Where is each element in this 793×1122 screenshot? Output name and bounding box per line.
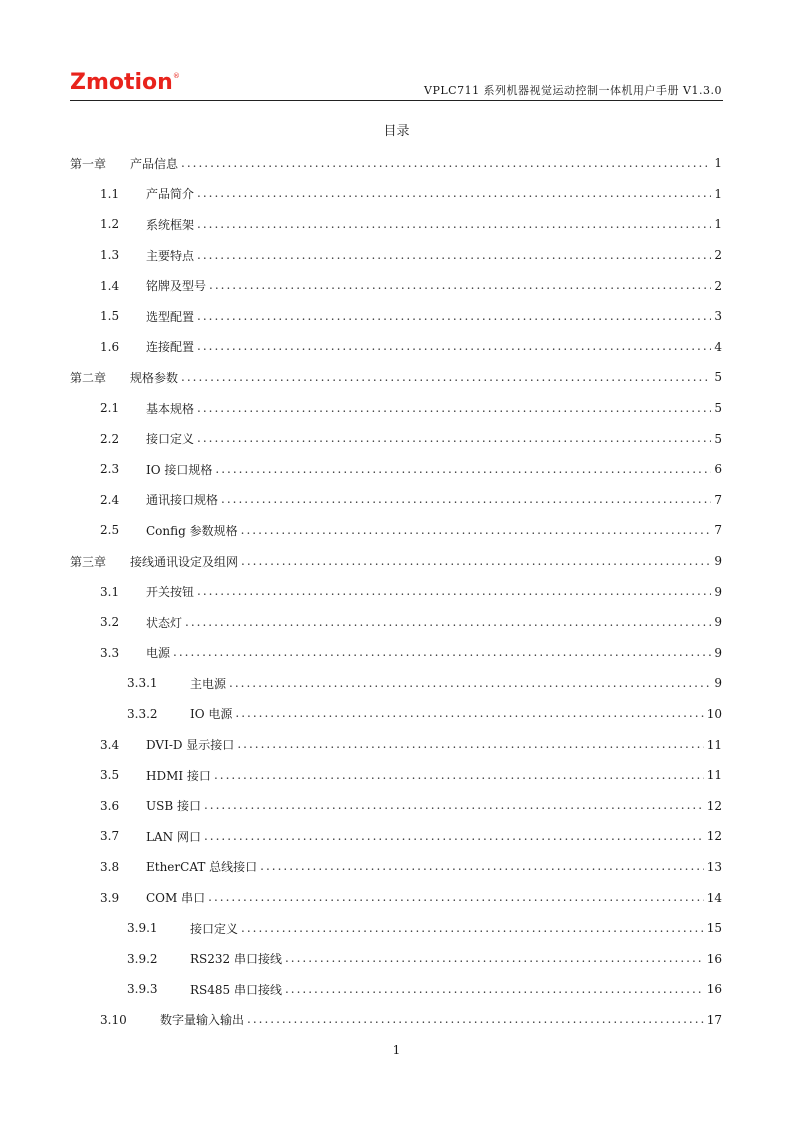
toc-entry-page: 15 [706,921,722,936]
toc-entry[interactable] [70,882,722,913]
toc-entry-page: 13 [706,859,722,874]
toc-entry-title: 铭牌及型号 [146,279,207,294]
leader-dots [197,186,711,201]
leader-dots [181,370,711,385]
toc-entry[interactable] [70,454,722,485]
toc-entry-title: 主要特点 [146,248,195,263]
toc-entry[interactable] [70,332,722,363]
toc-entry-title: 连接配置 [146,340,195,355]
toc-entry-title: 接口定义 [190,921,239,936]
leader-dots [208,890,704,905]
toc-entry[interactable] [70,301,722,332]
toc-entry-page: 5 [714,370,722,385]
toc-entry-page: 9 [714,676,722,691]
toc-entry-number: 1.6 [100,339,120,354]
toc-entry-number: 3.6 [100,798,120,813]
toc-entry-title: 产品信息 [130,156,179,171]
leader-dots [181,156,711,171]
toc-entry-page: 2 [714,278,722,293]
toc-entry-number: 1.2 [100,217,120,232]
company-logo [70,70,180,95]
toc-entry-page: 9 [714,584,722,599]
toc-entry-number: 1.4 [100,278,120,293]
toc-entry[interactable] [70,913,722,944]
toc-entry[interactable] [70,760,722,791]
document-title: VPLC711 系列机器视觉运动控制一体机用户手册 V1.3.0 [424,84,722,97]
toc-entry[interactable] [70,943,722,974]
toc-entry-title: 接线通讯设定及组网 [130,554,239,569]
toc-entry-number: 3.9 [100,890,120,905]
leader-dots [204,798,704,813]
leader-dots [197,431,711,446]
leader-dots [197,248,711,263]
leader-dots [241,523,712,538]
toc-entry-page: 9 [714,554,722,569]
toc-entry-title: 规格参数 [130,370,179,385]
toc-entry-title: LAN 网口 [146,829,201,844]
toc-entry[interactable] [70,790,722,821]
toc-entry-page: 7 [714,492,722,507]
leader-dots [197,401,711,416]
toc-entry[interactable] [70,515,722,546]
toc-entry[interactable] [70,362,722,393]
toc-entry-page: 3 [714,309,722,324]
leader-dots [197,584,711,599]
leader-dots [173,645,711,660]
toc-entry[interactable] [70,393,722,424]
toc-entry-title: 主电源 [190,676,227,691]
leader-dots [204,829,704,844]
toc-entry-number: 3.3.1 [127,676,158,691]
leader-dots [241,554,711,569]
toc-entry-number: 3.9.3 [127,982,158,997]
toc-entry-number: 1.3 [100,248,120,263]
leader-dots [237,737,703,752]
leader-dots [221,492,711,507]
toc-entry-title: USB 接口 [146,799,201,814]
toc-entry-title: 产品简介 [146,187,195,202]
leader-dots [209,278,711,293]
toc-entry-number: 3.8 [100,859,120,874]
toc-entry-title: 通讯接口规格 [146,493,219,508]
toc-entry[interactable] [70,148,722,179]
toc-entry[interactable] [70,699,722,730]
toc-heading: 目录 [383,124,410,139]
logo-text: Zmotion [70,70,173,95]
toc-entry-title: COM 串口 [146,891,206,906]
toc-entry[interactable] [70,546,722,577]
toc-entry-page: 10 [706,706,722,721]
toc-entry-title: RS485 串口接线 [190,982,282,997]
toc-entry-title: DVI-D 显示接口 [146,738,235,753]
toc-entry[interactable] [70,668,722,699]
toc-entry[interactable] [70,852,722,883]
toc-entry-number: 1.5 [100,309,120,324]
toc-entry-title: 开关按钮 [146,585,195,600]
toc-entry-number: 2.1 [100,401,120,416]
leader-dots [235,706,703,721]
toc-entry-title: HDMI 接口 [146,768,211,783]
leader-dots [214,768,704,783]
toc-entry-number: 第三章 [70,554,107,569]
toc-entry[interactable] [70,638,722,669]
toc-entry-page: 5 [714,431,722,446]
toc-entry-page: 9 [714,645,722,660]
toc-entry-number: 3.5 [100,768,120,783]
toc-entry-page: 11 [706,737,722,752]
toc-entry-number: 3.7 [100,829,120,844]
toc-entry[interactable] [70,821,722,852]
toc-entry-number: 第二章 [70,370,107,385]
toc-entry-title: IO 电源 [190,707,233,722]
toc-entry-number: 3.9.1 [127,921,158,936]
toc-entry-number: 1.1 [100,186,120,201]
toc-entry-title: 电源 [146,646,171,661]
toc-entry-number: 第一章 [70,156,107,171]
toc-entry-page: 7 [714,523,722,538]
toc-entry[interactable] [70,423,722,454]
leader-dots [247,1012,704,1027]
toc-entry[interactable] [70,270,722,301]
toc-entry-number: 3.3.2 [127,706,158,721]
page-number: 1 [392,1043,401,1057]
leader-dots [241,921,704,936]
toc-entry[interactable] [70,179,722,210]
toc-entry-page: 9 [714,615,722,630]
toc-entry[interactable] [70,607,722,638]
leader-dots [215,462,711,477]
toc-entry[interactable] [70,209,722,240]
toc-entry-number: 3.4 [100,737,120,752]
toc-entry-page: 14 [706,890,722,905]
toc-entry-number: 2.2 [100,431,120,446]
leader-dots [197,217,711,232]
toc-entry-page: 17 [706,1012,722,1027]
toc-entry-title: 状态灯 [146,615,183,630]
toc-entry-page: 1 [714,217,722,232]
toc-entry-number: 3.2 [100,615,120,630]
toc-entry-number: 3.10 [100,1012,127,1027]
leader-dots [229,676,711,691]
toc-entry[interactable] [70,240,722,271]
toc-entry-title: RS232 串口接线 [190,952,282,967]
toc-entry-title: IO 接口规格 [146,462,213,477]
toc-entry-title: 系统框架 [146,217,195,232]
toc-entry-number: 2.4 [100,492,120,507]
toc-entry-page: 1 [714,186,722,201]
toc-entry-number: 3.1 [100,584,120,599]
toc-entry-page: 16 [706,982,722,997]
toc-entry-page: 11 [706,768,722,783]
leader-dots [285,951,704,966]
toc-entry[interactable] [70,729,722,760]
toc-entry-title: Config 参数规格 [146,523,238,538]
toc-entry-page: 2 [714,248,722,263]
toc-entry-title: 数字量输入输出 [160,1013,245,1028]
toc-entry-title: 接口定义 [146,432,195,447]
toc-entry-page: 5 [714,401,722,416]
toc-entry[interactable] [70,576,722,607]
toc-entry-number: 3.3 [100,645,120,660]
toc-entry[interactable] [70,974,722,1005]
leader-dots [197,309,711,324]
toc-entry[interactable] [70,1005,722,1036]
registered-mark: ® [172,72,180,80]
toc-entry-title: EtherCAT 总线接口 [146,860,258,875]
toc-entry-page: 4 [714,339,722,354]
toc-entry-page: 6 [714,462,722,477]
toc-entry-number: 2.5 [100,523,120,538]
toc-entry-page: 16 [706,951,722,966]
toc-entry-title: 基本规格 [146,401,195,416]
leader-dots [185,615,711,630]
leader-dots [285,982,704,997]
leader-dots [260,859,704,874]
toc-entry-number: 2.3 [100,462,120,477]
toc-entry-page: 12 [706,798,722,813]
toc-entry-title: 选型配置 [146,309,195,324]
table-of-contents [70,148,722,1035]
toc-entry-page: 1 [714,156,722,171]
header-divider [70,100,723,101]
toc-entry-page: 12 [706,829,722,844]
leader-dots [197,339,711,354]
toc-entry-number: 3.9.2 [127,951,158,966]
toc-entry[interactable] [70,485,722,516]
